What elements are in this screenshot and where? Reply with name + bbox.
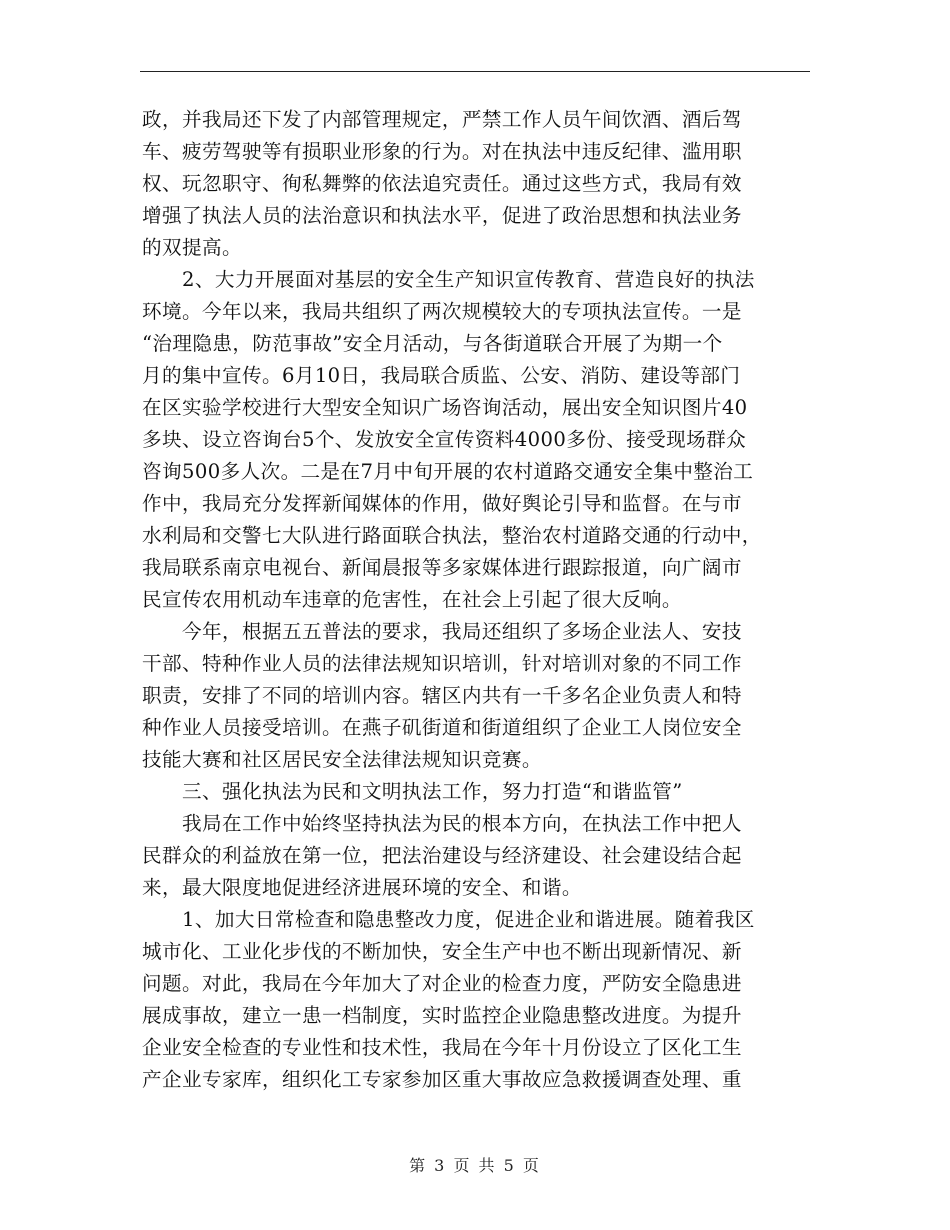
text-line: 来，最大限度地促进经济进展环境的安全、和谐。 [142,876,582,899]
text-line: 产企业专家库，组织化工专家参加区重大事故应急救援调查处理、重 [142,1068,742,1091]
text-line: 我局联系南京电视台、新闻晨报等多家媒体进行跟踪报道，向广阔市 [142,556,742,579]
text-line: 车、疲劳驾驶等有损职业形象的行为。对在执法中违反纪律、滥用职 [142,140,742,163]
text-line: 民宣传农用机动车违章的危害性，在社会上引起了很大反响。 [142,588,682,611]
text-line: 城市化、工业化步伐的不断加快，安全生产中也不断出现新情况、新 [142,940,742,963]
text-line: 水利局和交警七大队进行路面联合执法，整治农村道路交通的行动中， [142,524,762,547]
text-line: 今年，根据五五普法的要求，我局还组织了多场企业法人、安技 [182,620,742,643]
text-line: 问题。对此，我局在今年加大了对企业的检查力度，严防安全隐患进 [142,972,742,995]
text-line: 2、大力开展面对基层的安全生产知识宣传教育、营造良好的执法 [182,268,755,291]
text-line: 作中，我局充分发挥新闻媒体的作用，做好舆论引导和监督。在与市 [142,492,742,515]
text-line: 种作业人员接受培训。在燕子矶街道和街道组织了企业工人岗位安全 [142,716,742,739]
text-line: 民群众的利益放在第一位，把法治建设与经济建设、社会建设结合起 [142,844,742,867]
text-line: 1、加大日常检查和隐患整改力度，促进企业和谐进展。随着我区 [182,908,755,931]
text-line: 政，并我局还下发了内部管理规定，严禁工作人员午间饮酒、酒后驾 [142,108,742,131]
text-line: 企业安全检查的专业性和技术性，我局在今年十月份设立了区化工生 [142,1036,742,1059]
text-line: 多块、设立咨询台5个、发放安全宣传资料4000多份、接受现场群众 [142,428,747,451]
text-line: 三、强化执法为民和文明执法工作，努力打造“和谐监管” [182,780,683,803]
text-line: 环境。今年以来，我局共组织了两次规模较大的专项执法宣传。一是 [142,300,742,323]
text-line: 增强了执法人员的法治意识和执法水平，促进了政治思想和执法业务 [142,204,742,227]
text-line: 的双提高。 [142,236,242,259]
text-line: 在区实验学校进行大型安全知识广场咨询活动，展出安全知识图片40 [142,396,748,419]
text-line: 职责，安排了不同的培训内容。辖区内共有一千多名企业负责人和特 [142,684,742,707]
text-line: 咨询500多人次。二是在7月中旬开展的农村道路交通安全集中整治工 [142,460,754,483]
page-footer: 第 3 页 共 5 页 [409,1156,541,1175]
text-line: 技能大赛和社区居民安全法律法规知识竞赛。 [142,748,542,771]
header-rule [140,71,810,72]
text-line: 月的集中宣传。6月10日，我局联合质监、公安、消防、建设等部门 [142,364,741,387]
text-line: 我局在工作中始终坚持执法为民的根本方向，在执法工作中把人 [182,812,742,835]
text-line: “治理隐患，防范事故”安全月活动，与各街道联合开展了为期一个 [142,332,723,355]
text-line: 干部、特种作业人员的法律法规知识培训，针对培训对象的不同工作 [142,652,742,675]
document-body [142,104,812,1096]
text-line: 展成事故，建立一患一档制度，实时监控企业隐患整改进度。为提升 [142,1004,742,1027]
text-line: 权、玩忽职守、徇私舞弊的依法追究责任。通过这些方式，我局有效 [142,172,742,195]
